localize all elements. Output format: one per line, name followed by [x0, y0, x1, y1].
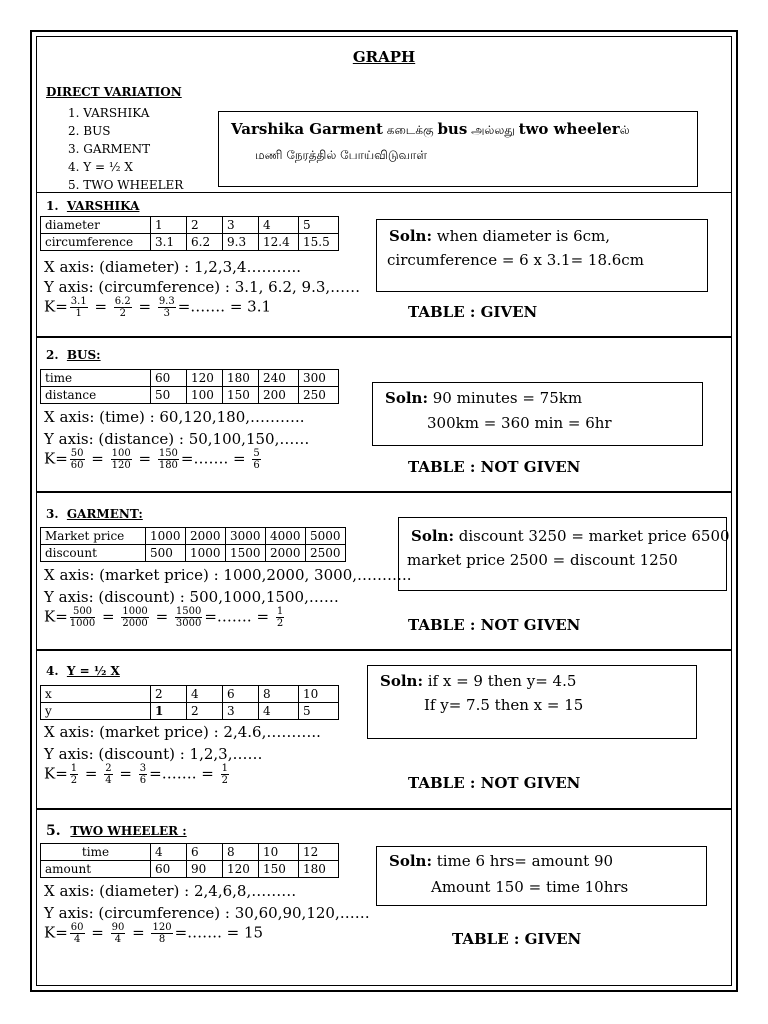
table-cell: 180	[299, 861, 339, 878]
section-divider	[37, 192, 731, 193]
section-4-yaxis: Y axis: (discount) : 1,2,3,……	[44, 745, 263, 763]
section-4-heading: 4. Y = ½ X	[46, 664, 120, 678]
table-cell: 90	[187, 861, 223, 878]
table-cell: 2	[187, 217, 223, 234]
fraction: $\frac{1000}{2000}$	[122, 606, 148, 629]
table-cell: 4	[151, 844, 187, 861]
direct-variation-heading: DIRECT VARIATION	[46, 85, 182, 99]
section-3-k-formula: K= $\frac{500}{1000}$ = $\frac{1000}{2000}$ = $\frac{1500}{3000}$ =……. = $\frac{1}{2}$	[44, 606, 284, 629]
table-cell: 6	[187, 844, 223, 861]
list-item: 4. Y = ½ X	[68, 160, 133, 174]
table-cell: 10	[259, 844, 299, 861]
table-cell: 5	[299, 703, 339, 720]
list-item: 2. BUS	[68, 124, 111, 138]
section-1-xaxis: X axis: (diameter) : 1,2,3,4………..	[44, 258, 301, 276]
table-cell: 4	[259, 703, 299, 720]
table-cell: 4	[187, 686, 223, 703]
table-cell: 8	[259, 686, 299, 703]
table-cell: 180	[223, 370, 259, 387]
table-cell: 12	[299, 844, 339, 861]
table-cell: 9.3	[223, 234, 259, 251]
fraction: $\frac{5}{6}$	[253, 448, 260, 471]
table-cell: 1	[151, 703, 187, 720]
section-4-k-formula: K= $\frac{1}{2}$ = $\frac{2}{4}$ = $\frac{3}{6}$ =……. = $\frac{1}{2}$	[44, 763, 228, 786]
page-title: GRAPH	[352, 48, 416, 66]
section-3-heading: 3. GARMENT:	[46, 507, 143, 521]
section-4-xaxis: X axis: (market price) : 2,4.6,………..	[44, 723, 321, 741]
table-cell: 6.2	[187, 234, 223, 251]
table-cell: 250	[299, 387, 339, 404]
fraction: $\frac{50}{60}$	[70, 448, 84, 471]
section-5-heading: 5. TWO WHEELER :	[46, 823, 187, 839]
table-cell: 3000	[226, 528, 266, 545]
section-1-yaxis: Y axis: (circumference) : 3.1, 6.2, 9.3,……	[44, 278, 361, 296]
fraction: $\frac{2}{4}$	[105, 763, 112, 786]
table-cell: time	[41, 370, 151, 387]
table-row	[41, 844, 339, 861]
table-row	[41, 217, 339, 234]
section-4-soln-box: Soln: if x = 9 then y= 4.5 If y= 7.5 then x = 15	[367, 665, 697, 739]
table-cell: 500	[146, 545, 186, 562]
section-divider	[37, 649, 731, 651]
table-cell: discount	[41, 545, 146, 562]
table-cell: 3.1	[151, 234, 187, 251]
fraction: $\frac{150}{180}$	[158, 448, 178, 471]
section-1-table	[40, 216, 339, 251]
list-item: 3. GARMENT	[68, 142, 151, 156]
fraction: $\frac{500}{1000}$	[69, 606, 96, 629]
section-2-yaxis: Y axis: (distance) : 50,100,150,……	[44, 430, 310, 448]
table-cell: 2000	[186, 528, 226, 545]
table-row	[41, 370, 339, 387]
fraction: $\frac{1}{2}$	[276, 606, 284, 629]
section-divider	[37, 336, 731, 338]
section-2-xaxis: X axis: (time) : 60,120,180,………..	[44, 408, 305, 426]
table-cell: 6	[223, 686, 259, 703]
table-cell: time	[41, 844, 151, 861]
section-2-table	[40, 369, 339, 404]
table-cell: 15.5	[299, 234, 339, 251]
table-cell: distance	[41, 387, 151, 404]
section-5-xaxis: X axis: (diameter) : 2,4,6,8,………	[44, 882, 297, 900]
fraction: $\frac{3}{6}$	[139, 763, 147, 786]
fraction: $\frac{1500}{3000}$	[175, 606, 202, 629]
table-cell: 1500	[226, 545, 266, 562]
table-cell: 120	[187, 370, 223, 387]
section-3-yaxis: Y axis: (discount) : 500,1000,1500,……	[44, 588, 339, 606]
table-row	[41, 234, 339, 251]
intro-box	[218, 111, 698, 187]
table-row	[41, 861, 339, 878]
fraction: $\frac{120}{8}$	[152, 922, 172, 945]
table-cell: 2	[151, 686, 187, 703]
table-cell: Market price	[41, 528, 146, 545]
table-row	[41, 528, 346, 545]
table-cell: amount	[41, 861, 151, 878]
fraction: $\frac{1}{2}$	[221, 763, 228, 786]
intro-line-2: மணி நேரத்தில் போய்விடுவாள்	[255, 148, 428, 162]
section-4-table-status: TABLE : NOT GIVEN	[408, 774, 581, 792]
table-cell: 2000	[266, 545, 306, 562]
table-cell: 120	[223, 861, 259, 878]
section-2-heading: 2. BUS:	[46, 348, 101, 362]
table-cell: 3	[223, 217, 259, 234]
table-row	[41, 703, 339, 720]
section-2-soln-box: Soln: 90 minutes = 75km 300km = 360 min = 6hr	[372, 382, 703, 446]
fraction: $\frac{3.1}{1}$	[70, 296, 87, 319]
section-5-k-formula: K= $\frac{60}{4}$ = $\frac{90}{4}$ = $\frac{120}{8}$ =……. = 15	[44, 922, 264, 945]
table-cell: 240	[259, 370, 299, 387]
table-cell: 5	[299, 217, 339, 234]
table-cell: 50	[151, 387, 187, 404]
section-5-table-status: TABLE : GIVEN	[452, 930, 582, 948]
section-5-table	[40, 843, 339, 878]
list-item: 1. VARSHIKA	[68, 106, 150, 120]
section-divider	[37, 491, 731, 493]
fraction: $\frac{1}{2}$	[70, 763, 78, 786]
table-cell: 1000	[146, 528, 186, 545]
table-cell: x	[41, 686, 151, 703]
section-2-k-formula: K= $\frac{50}{60}$ = $\frac{100}{120}$ = $\frac{150}{180}$ =……. = $\frac{5}{6}$	[44, 448, 260, 471]
table-cell: 150	[223, 387, 259, 404]
table-cell: 1000	[186, 545, 226, 562]
table-cell: 10	[299, 686, 339, 703]
table-cell: 300	[299, 370, 339, 387]
table-cell: 4000	[266, 528, 306, 545]
table-row	[41, 686, 339, 703]
table-cell: diameter	[41, 217, 151, 234]
section-1-table-status: TABLE : GIVEN	[408, 303, 538, 321]
section-3-soln-box: Soln: discount 3250 = market price 6500 market price 2500 = discount 1250	[398, 517, 727, 591]
section-5-yaxis: Y axis: (circumference) : 30,60,90,120,……	[44, 904, 370, 922]
section-1-k-formula: K= $\frac{3.1}{1}$ = $\frac{6.2}{2}$ = $\frac{9.3}{3}$ =……. = 3.1	[44, 296, 272, 319]
table-cell: 200	[259, 387, 299, 404]
table-cell: 100	[187, 387, 223, 404]
table-cell: 60	[151, 370, 187, 387]
table-cell: 12.4	[259, 234, 299, 251]
fraction: $\frac{90}{4}$	[111, 922, 125, 945]
table-cell: 3	[223, 703, 259, 720]
section-5-soln-box: Soln: time 6 hrs= amount 90 Amount 150 = time 10hrs	[376, 846, 707, 906]
section-1-heading: 1. VARSHIKA	[46, 199, 140, 213]
intro-line-1: Varshika Garment கடைக்கு bus அல்லது two wheelerல்	[231, 120, 630, 138]
section-2-table-status: TABLE : NOT GIVEN	[408, 458, 581, 476]
section-3-table-status: TABLE : NOT GIVEN	[408, 616, 581, 634]
section-3-table	[40, 527, 346, 562]
table-cell: 2500	[306, 545, 346, 562]
table-cell: circumference	[41, 234, 151, 251]
table-cell: 1	[151, 217, 187, 234]
table-cell: 8	[223, 844, 259, 861]
table-cell: 4	[259, 217, 299, 234]
table-cell: 150	[259, 861, 299, 878]
table-cell: 2	[187, 703, 223, 720]
section-1-soln-box: Soln: when diameter is 6cm, circumference = 6 x 3.1= 18.6cm	[376, 219, 708, 292]
table-cell: 60	[151, 861, 187, 878]
fraction: $\frac{60}{4}$	[70, 922, 84, 945]
table-row	[41, 387, 339, 404]
section-4-table	[40, 685, 339, 720]
section-3-xaxis: X axis: (market price) : 1000,2000, 3000,………..	[44, 566, 412, 584]
fraction: $\frac{9.3}{3}$	[158, 296, 175, 319]
fraction: $\frac{6.2}{2}$	[114, 296, 131, 319]
table-cell: y	[41, 703, 151, 720]
table-cell: 5000	[306, 528, 346, 545]
section-divider	[37, 808, 731, 810]
list-item: 5. TWO WHEELER	[68, 178, 184, 192]
table-row	[41, 545, 346, 562]
fraction: $\frac{100}{120}$	[111, 448, 131, 471]
direct-variation-list	[68, 104, 183, 194]
